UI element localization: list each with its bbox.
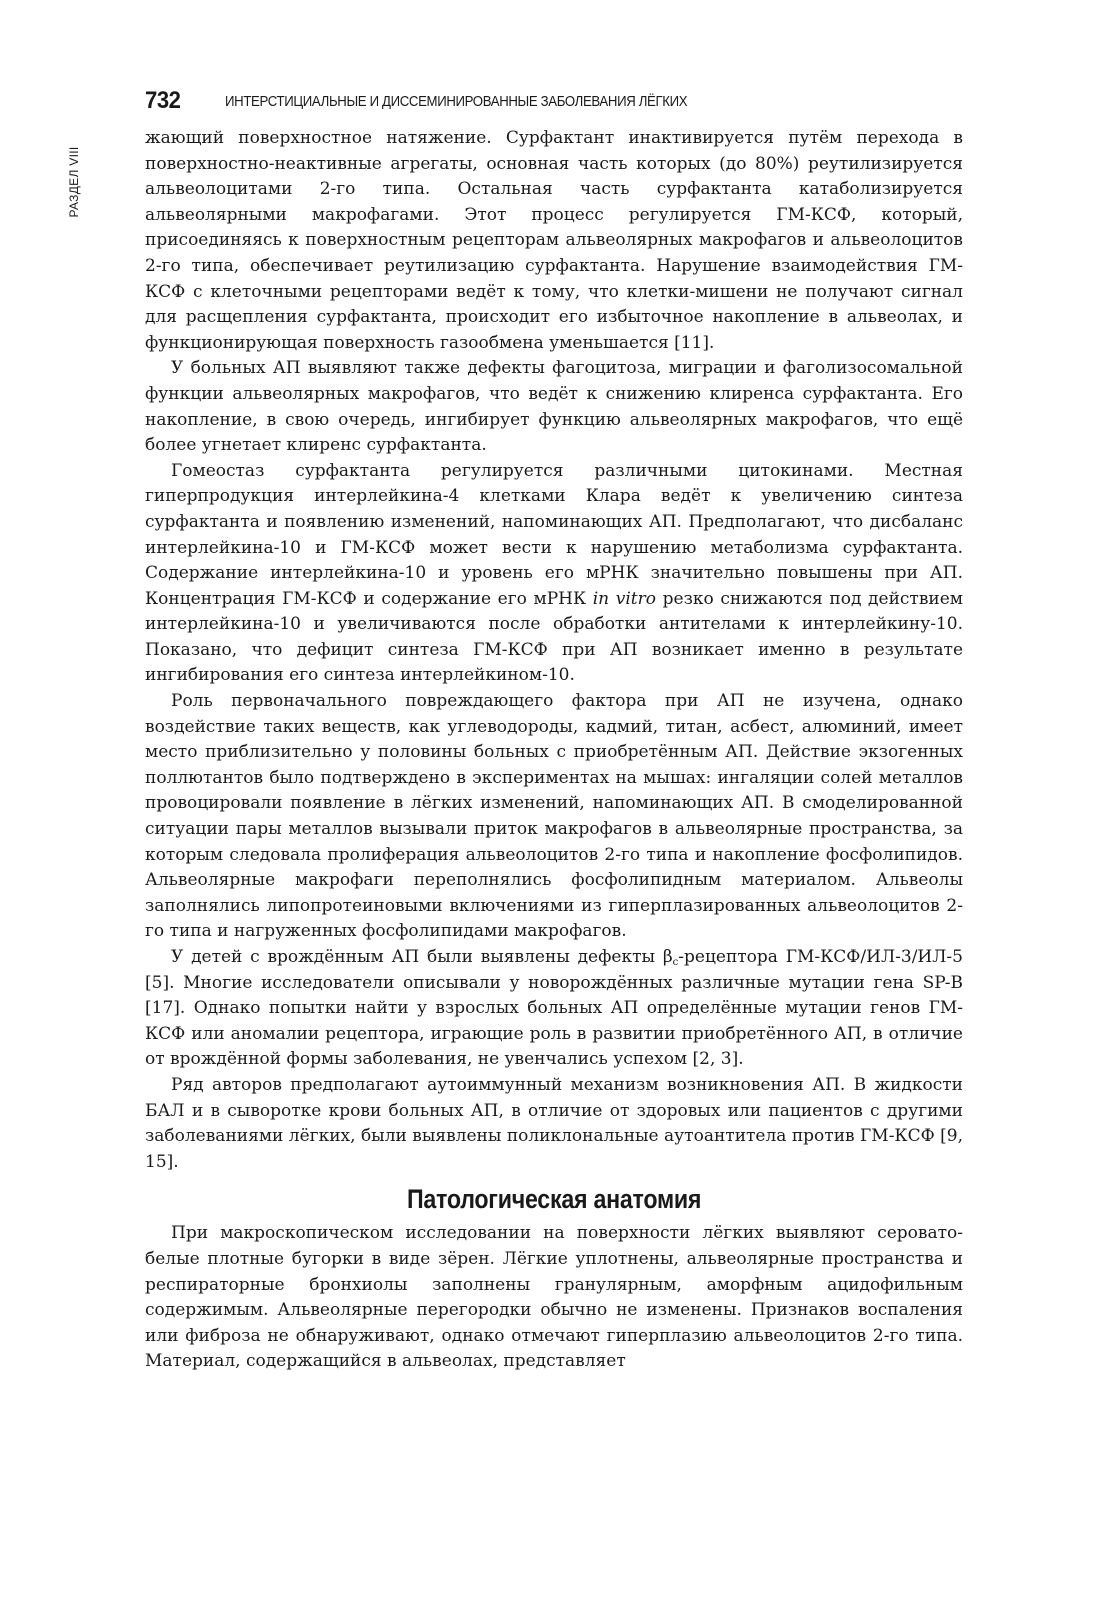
section-heading — [145, 1183, 963, 1215]
paragraph-congenital — [145, 945, 963, 1073]
beta-subscript: c — [672, 957, 679, 968]
paragraph-continuation: жающий поверхностное натяжение. Сурфактант инактивируется путём перехода в поверхностно-неактивные агрегаты, основная часть которых (до 80%) реутилизируется альвеолоцитами 2-го типа. Остальная часть сурфактанта катаболизируется альвеолярными макрофагами. Этот процесс регулируется ГМ-КСФ, который, присоединяясь к поверхностным рецепторам альвеолярных макрофагов и альвеолоцитов 2-го типа, обеспечивает реутилизацию сурфактанта. Нарушение взаимодействия ГМ-КСФ с клеточными рецепторами ведёт к тому, что клетки-мишени не получают сигнал для расщепления сурфактанта, происходит его избыточное накопление в альвеолах, и функционирующая поверхность газообмена уменьшается [11]. — [145, 128, 963, 353]
page-number: 732 — [145, 87, 181, 114]
paragraph-congenital-text-end: -рецептора ГМ-КСФ/ИЛ-3/ИЛ-5 [5]. Многие исследователи описывали у новорождённых различные мутации гена SP-B [17]. Однако попытки найти у взрослых больных АП определённые мутации генов ГМ-КСФ или аномалии рецептора, играющие роль в развитии приобретённого АП, в отличие от врождённой формы заболевания, не увенчались успехом [2, 3]. — [145, 947, 963, 1070]
section-heading-text: Патологическая анатомия — [406, 1184, 702, 1215]
paragraph-cytokines-text-end: резко снижаются под действием интерлейкина-10 и увеличиваются после обработки антителами к интерлейкину-10. Показано, что дефицит синтеза ГМ-КСФ при АП возникает именно в результате ингибирования его синтеза интерлейкином-10. — [145, 588, 964, 686]
body-text — [145, 126, 963, 1375]
paragraph-damaging-factor: Роль первоначального повреждающего фактора при АП не изучена, однако воздействие таких веществ, как углеводороды, кадмий, титан, асбест, алюминий, имеет место приблизительно у половины больных с приобретённым АП. Действие экзогенных поллютантов было подтверждено в экспериментах на мышах: ингаляции солей металлов провоцировали появление в лёгких изменений, напоминающих АП. В смоделированной ситуации пары металлов вызывали приток макрофагов в альвеолярные пространства, за которым следовала пролиферация альвеолоцитов 2-го типа и накопление фосфолипидов. Альвеолярные макрофаги переполнялись фосфолипидным материалом. Альвеолы заполнялись липопротеиновыми включениями из гиперплазированных альвеолоцитов 2-го типа и нагруженных фосфолипидами макрофагов. — [145, 691, 963, 942]
paragraph-autoimmune: Ряд авторов предполагают аутоиммунный механизм возникновения АП. В жидкости БАЛ и в сыворотке крови больных АП, в отличие от здоровых или пациентов с другими заболеваниями лёгких, были выявлены поликлональные аутоантитела против ГМ-КСФ [9, 15]. — [145, 1074, 963, 1172]
paragraph-cytokines-text: Гомеостаз сурфактанта регулируется различными цитокинами. Местная гиперпродукция интерлейкина-4 клетками Клара ведёт к увеличению синтеза сурфактанта и появлению изменений, напоминающих АП. Предполагают, что дисбаланс интерлейкина-10 и ГМ-КСФ может вести к нарушению метаболизма сурфактанта. Содержание интерлейкина-10 и уровень его мРНК значительно повышены при АП. Концентрация ГМ-КСФ и содержание его мРНК — [145, 460, 963, 609]
paragraph-macrophage-defects: У больных АП выявляют также дефекты фагоцитоза, миграции и фаголизосомальной функции альвеолярных макрофагов, что ведёт к снижению клиренса сурфактанта. Его накопление, в свою очередь, ингибирует функцию альвеолярных макрофагов, что ещё более угнетает клиренс сурфактанта. — [145, 358, 963, 456]
paragraph-congenital-text: У детей с врождённым АП были выявлены дефекты β — [171, 947, 673, 967]
paragraph-cytokines — [145, 459, 963, 689]
paragraph-pathology: При макроскопическом исследовании на поверхности лёгких выявляют серовато-белые плотные бугорки в виде зёрен. Лёгкие уплотнены, альвеолярные пространства и респираторные бронхиолы заполнены гранулярным, аморфным ацидофильным содержимым. Альвеолярные перегородки обычно не изменены. Признаков воспаления или фиброза не обнаруживают, однако отмечают гиперплазию альвеолоцитов 2-го типа. Материал, содержащийся в альвеолах, представляет — [145, 1223, 963, 1372]
section-tab — [63, 132, 85, 232]
page-header — [145, 86, 965, 120]
section-label: РАЗДЕЛ VIII — [67, 146, 81, 218]
running-head: ИНТЕРСТИЦИАЛЬНЫЕ И ДИССЕМИНИРОВАННЫЕ ЗАБОЛЕВАНИЯ ЛЁГКИХ — [225, 93, 688, 110]
in-vitro-term: in vitro — [592, 588, 656, 609]
